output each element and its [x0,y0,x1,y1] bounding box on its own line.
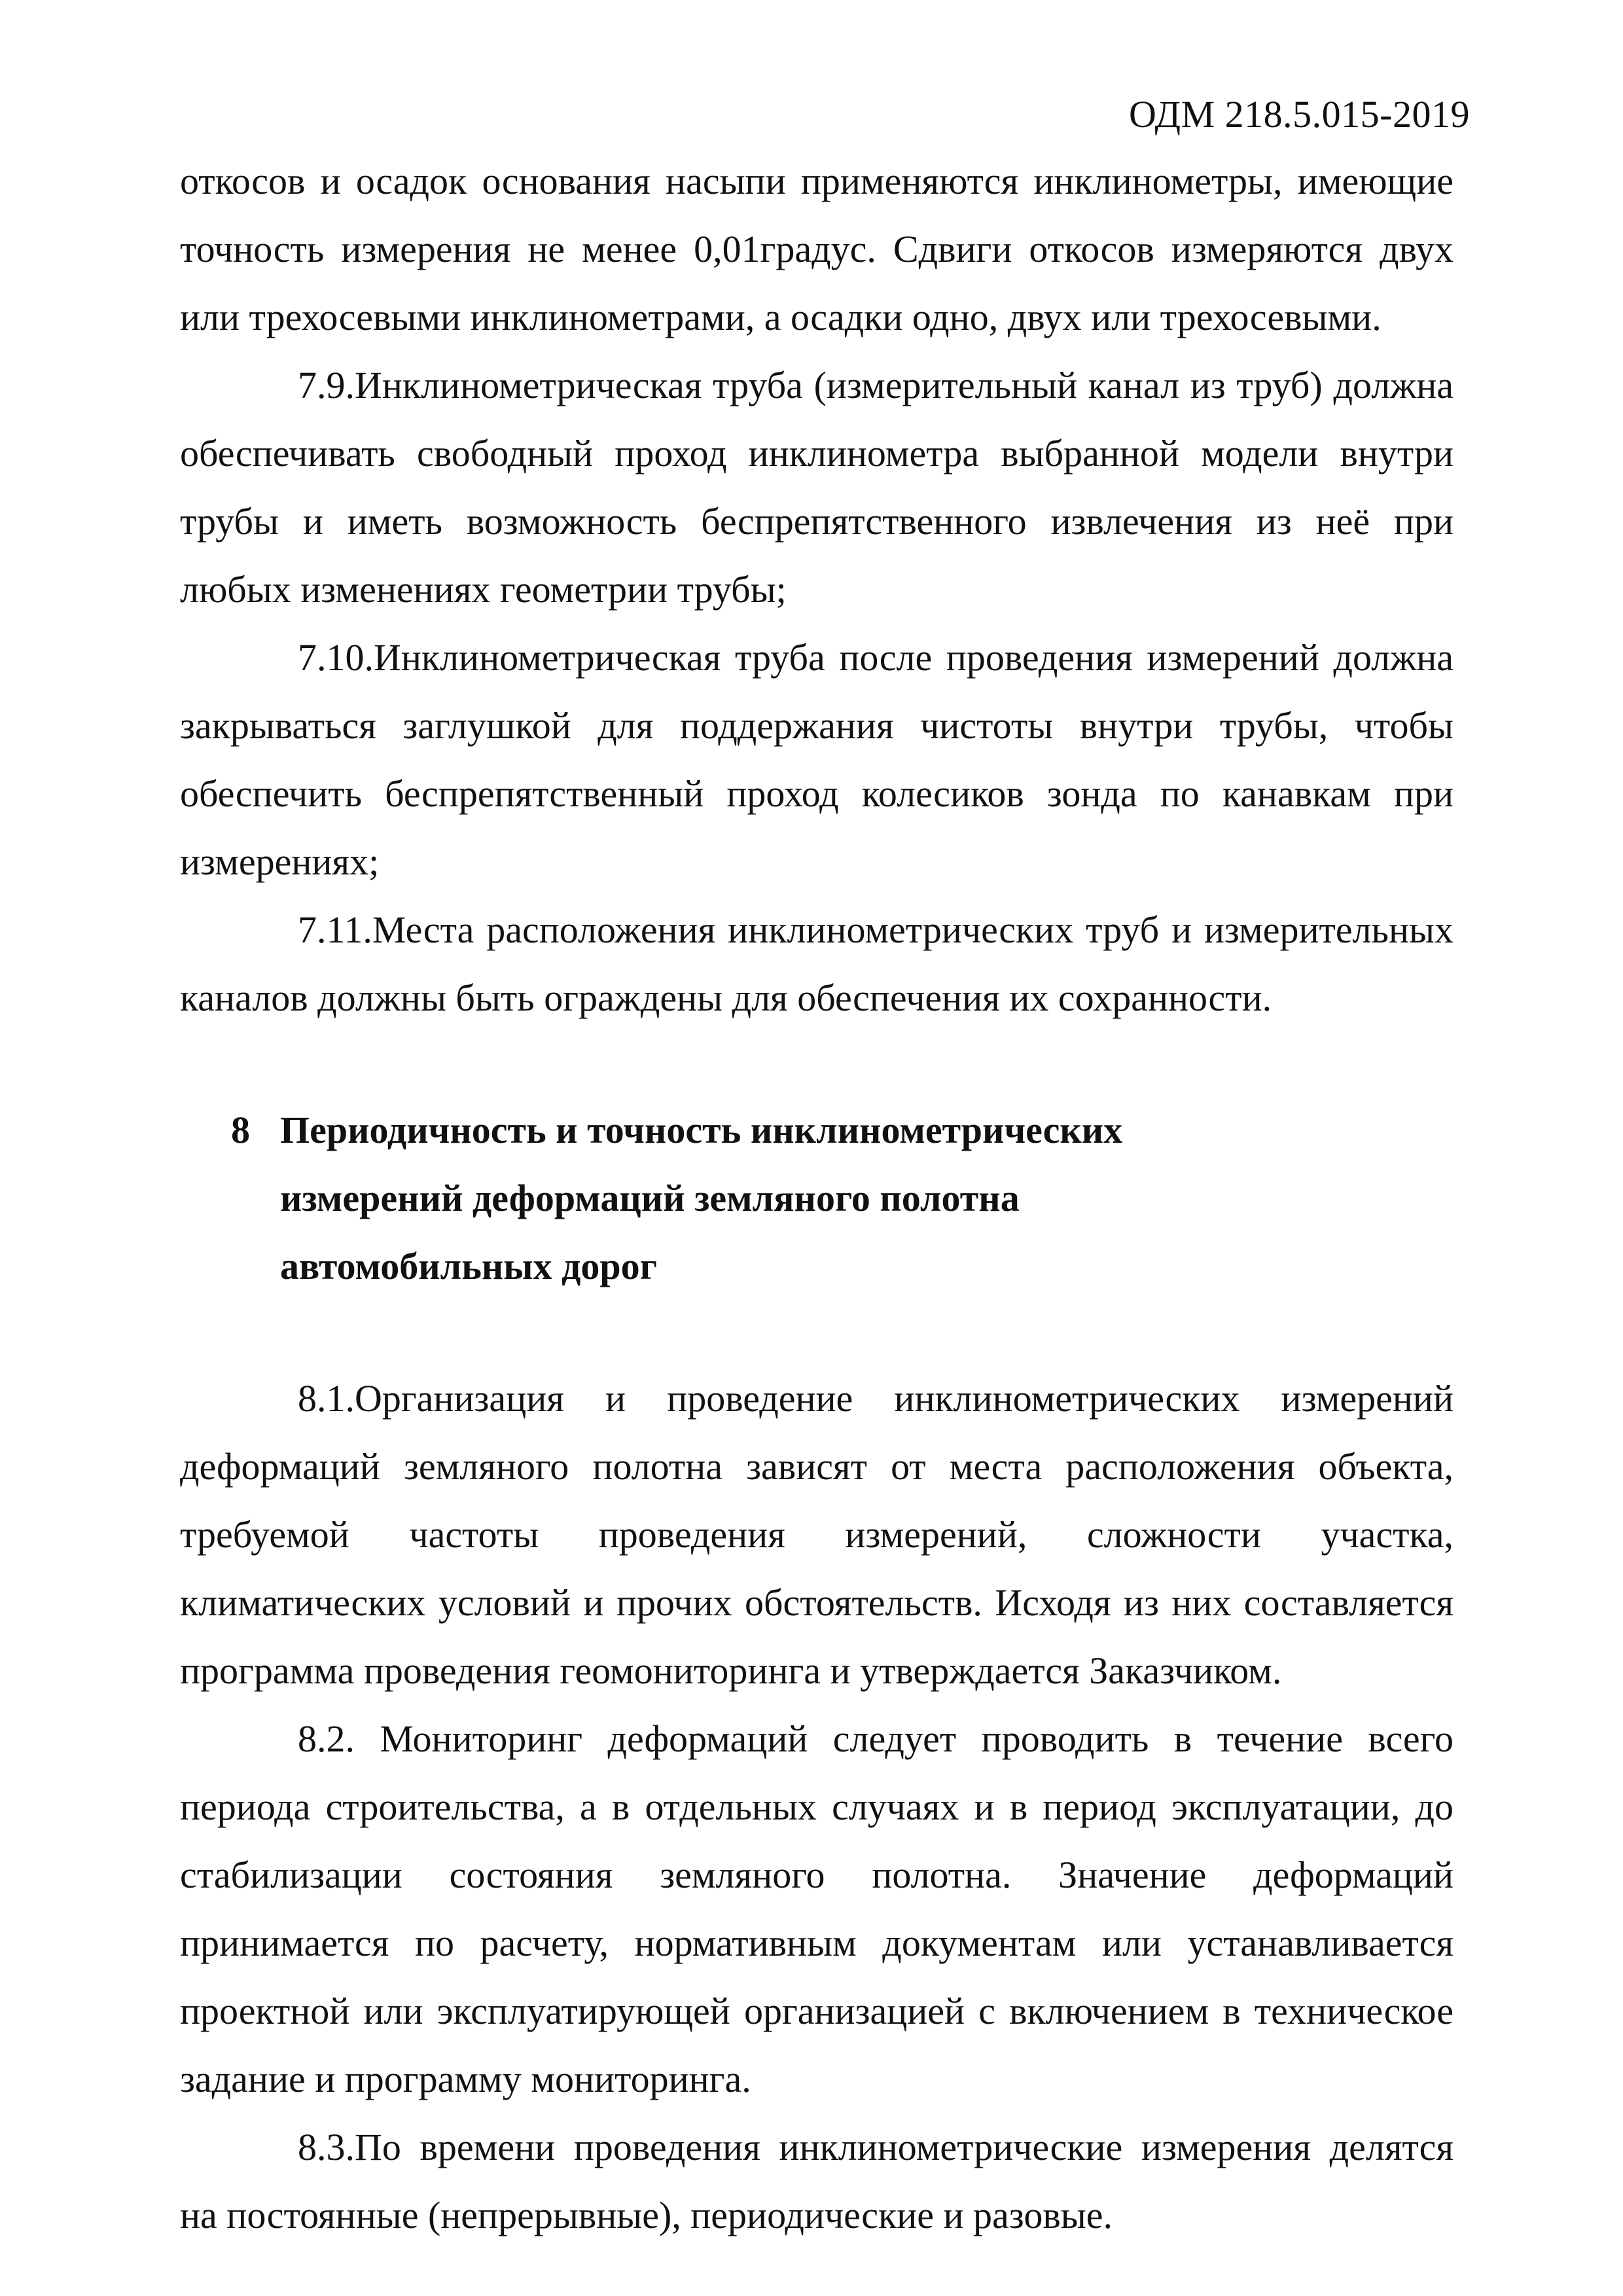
paragraph-7-9: 7.9.Инклинометрическая труба (измерительный канал из труб) должна обеспечивать свободный проход инклинометра выбранной модели внутри трубы и иметь возможность беспрепятственного извлечения из неё при любых изменениях геометрии трубы; [180,364,1454,611]
paragraph-continuation: откосов и осадок основания насыпи применяются инклинометры, имеющие точность измерения не менее 0,01градус. Сдвиги откосов измеряются двух или трехосевыми инклинометрами, а осадки одно, двух или трехосевыми. [180,160,1454,338]
paragraph-7-11: 7.11.Места расположения инклинометрических труб и измерительных каналов должны быть ограждены для обеспечения их сохранности. [180,908,1454,1019]
section-number: 8 [231,1109,250,1151]
paragraph-7-10: 7.10.Инклинометрическая труба после проведения измерений должна закрываться заглушкой для поддержания чистоты внутри трубы, чтобы обеспечить беспрепятственный проход колесиков зонда по канавкам при измерениях; [180,636,1454,883]
paragraph-8-3: 8.3.По времени проведения инклинометрические измерения делятся на постоянные (непрерывные), периодические и разовые. [180,2126,1454,2236]
paragraph-8-1: 8.1.Организация и проведение инклинометрических измерений деформаций земляного полотна зависят от места расположения объекта, требуемой частоты проведения измерений, сложности участка, климатических условий и прочих обстоятельств. Исходя из них составляется программа проведения геомониторинга и утверждается Заказчиком. [180,1377,1454,1692]
document-code-header: ОДМ 218.5.015-2019 [1129,93,1470,135]
section-title: Периодичность и точность инклинометрических измерений деформаций земляного полотна автомобильных дорог [280,1109,1123,1287]
page-content [180,147,1454,2250]
paragraph-8-2: 8.2. Мониторинг деформаций следует проводить в течение всего периода строительства, а в отдельных случаях и в период эксплуатации, до стабилизации состояния земляного полотна. Значение деформаций принимается по расчету, нормативным документам или устанавливается проектной или эксплуатирующей организацией с включением в техническое задание и программу мониторинга. [180,1717,1454,2100]
section-heading [180,1096,1454,1300]
